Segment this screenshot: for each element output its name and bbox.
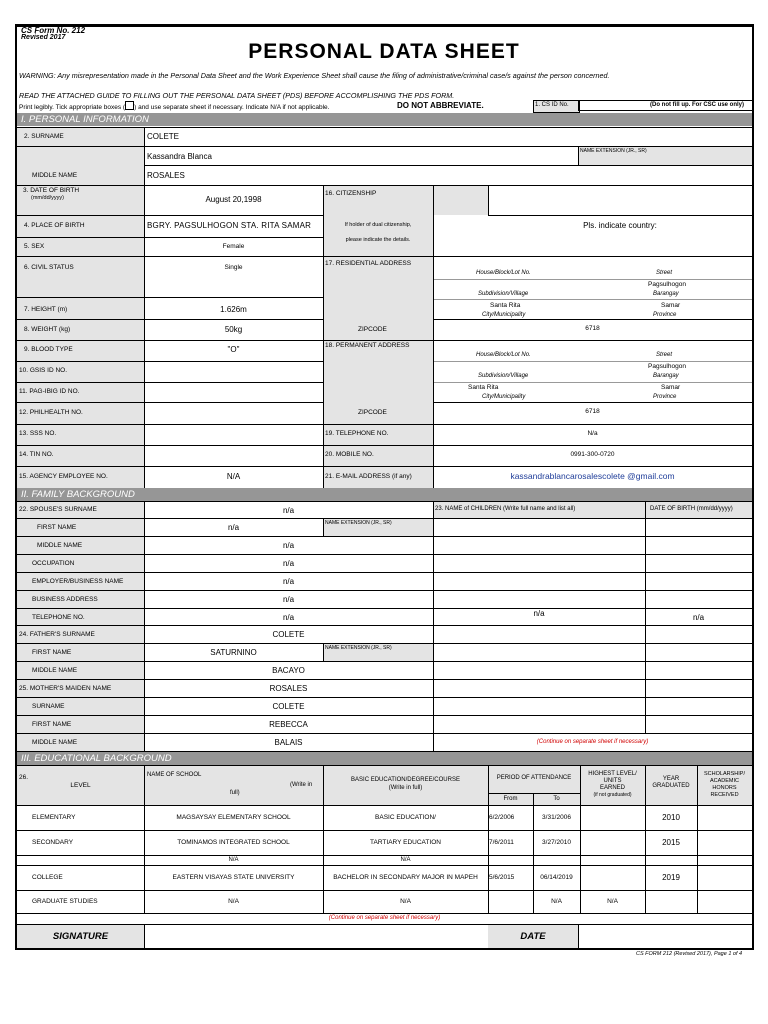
date-field[interactable]: [579, 925, 751, 948]
email-label: 21. E-MAIL ADDRESS (if any): [325, 473, 412, 480]
print-instructions: Print legibly. Tick appropriate boxes ( ) and use separate sheet if necessary. Indicate N/A if not applicable.: [19, 101, 329, 111]
edu-year[interactable]: 2019: [662, 873, 680, 882]
telephone-label: 19. TELEPHONE NO.: [325, 430, 389, 437]
surname-field[interactable]: COLETE: [147, 132, 180, 141]
edu-school[interactable]: N/A: [228, 857, 239, 863]
edu-school[interactable]: TOMINAMOS INTEGRATED SCHOOL: [177, 839, 290, 846]
section-personal-information: I. PERSONAL INFORMATION: [17, 113, 752, 126]
philhealth-label: 12. PHILHEALTH NO.: [19, 409, 83, 416]
child-dob-label: DATE OF BIRTH (mm/dd/yyyy): [650, 506, 733, 512]
mother-surname-field[interactable]: COLETE: [272, 702, 305, 711]
place-of-birth-label: 4. PLACE OF BIRTH: [24, 222, 85, 229]
father-surname-field[interactable]: COLETE: [272, 630, 305, 639]
sex-field[interactable]: Female: [222, 243, 245, 250]
perm-zip-field[interactable]: 6718: [585, 408, 600, 415]
dual-citizenship-note-b: please indicate the details.: [345, 237, 411, 243]
perm-province-field[interactable]: Samar: [661, 384, 681, 391]
perm-street-label: Street: [656, 352, 673, 358]
edu-level: ELEMENTARY: [32, 814, 76, 821]
edu-level: COLLEGE: [32, 874, 63, 881]
place-of-birth-field[interactable]: BGRY. PAGSULHOGON STA. RITA SAMAR: [147, 221, 312, 230]
edu-units[interactable]: N/A: [607, 898, 618, 905]
agency-employee-label: 15. AGENCY EMPLOYEE NO.: [19, 473, 108, 480]
perm-barangay-field[interactable]: Pagsulhogon: [648, 363, 686, 370]
perm-zip-label: ZIPCODE: [358, 409, 387, 416]
country-label: Pls. indicate country:: [583, 221, 657, 230]
father-middle-label: MIDDLE NAME: [32, 667, 78, 674]
dob-format: (mm/dd/yyyy): [31, 195, 64, 201]
dob-label: 3. DATE OF BIRTH: [23, 187, 80, 194]
edu-school[interactable]: MAGSAYSAY ELEMENTARY SCHOOL: [176, 814, 291, 821]
edu-to[interactable]: N/A: [551, 898, 562, 905]
name-extension-label: NAME EXTENSION (JR., SR): [580, 148, 647, 154]
year-graduated-header: YEAR GRADUATED: [652, 776, 690, 789]
res-barangay-field[interactable]: Pagsulhogon: [648, 281, 686, 288]
school-header: NAME OF SCHOOL: [147, 772, 202, 778]
edu-course[interactable]: BACHELOR IN SECONDARY MAJOR IN MAPEH: [333, 874, 478, 881]
section-family-background: II. FAMILY BACKGROUND: [17, 488, 752, 501]
employer-label: EMPLOYER/BUSINESS NAME: [32, 578, 124, 585]
child-dob-field[interactable]: n/a: [692, 613, 705, 622]
agency-employee-field[interactable]: N/A: [226, 472, 241, 481]
warning-text: WARNING: Any misrepresentation made in the Personal Data Sheet and the Work Experience Sheet shall cause the filing of administrative/criminal case/s against the person concerned.: [19, 71, 610, 80]
weight-label: 8. WEIGHT (kg): [24, 326, 71, 333]
form-reference: CS FORM 212 (Revised 2017), Page 1 of 4: [636, 951, 743, 957]
spouse-telephone-label: TELEPHONE NO.: [32, 614, 85, 621]
residential-address-label: 17. RESIDENTIAL ADDRESS: [325, 260, 412, 267]
edu-level: SECONDARY: [32, 839, 74, 846]
mother-maiden-label: 25. MOTHER'S MAIDEN NAME: [19, 685, 112, 692]
spouse-middle-label: MIDDLE NAME: [37, 542, 83, 549]
res-house-label: House/Block/Lot No.: [476, 270, 531, 276]
edu-year[interactable]: 2015: [662, 838, 680, 847]
from-header: From: [503, 796, 518, 802]
mother-middle-label: MIDDLE NAME: [32, 739, 78, 746]
res-street-label: Street: [656, 270, 673, 276]
perm-barangay-label: Barangay: [653, 373, 679, 379]
father-first-label: FIRST NAME: [32, 649, 72, 656]
occupation-label: OCCUPATION: [32, 560, 75, 567]
father-name-ext-label: NAME EXTENSION (JR., SR): [325, 645, 392, 651]
mother-surname-label: SURNAME: [32, 703, 65, 710]
form-revised: Revised 2017: [21, 34, 66, 41]
education-number: 26.: [19, 774, 29, 781]
edu-year[interactable]: 2010: [662, 813, 680, 822]
spouse-surname-field[interactable]: n/a: [282, 506, 295, 515]
perm-province-label: Province: [653, 394, 677, 400]
family-continue-note: (Continue on separate sheet if necessary): [536, 739, 649, 745]
height-label: 7. HEIGHT (m): [24, 306, 68, 313]
edu-to[interactable]: 3/27/2010: [542, 839, 571, 846]
spouse-telephone-field[interactable]: n/a: [282, 613, 295, 622]
tin-label: 14. TIN NO.: [19, 451, 54, 458]
level-header: LEVEL: [70, 782, 91, 789]
edu-level: GRADUATE STUDIES: [32, 898, 98, 905]
telephone-field[interactable]: N/a: [587, 430, 598, 437]
first-name-field[interactable]: Kassandra Blanca: [147, 152, 212, 161]
signature-label: SIGNATURE: [52, 931, 109, 942]
edu-school[interactable]: N/A: [228, 898, 239, 905]
permanent-address-label: 18. PERMANENT ADDRESS: [325, 342, 410, 349]
mother-first-label: FIRST NAME: [32, 721, 72, 728]
spouse-surname-label: 22. SPOUSE'S SURNAME: [19, 506, 97, 513]
dual-citizenship-note-a: If holder of dual citizenship,: [344, 222, 412, 228]
edu-to[interactable]: 06/14/2019: [540, 874, 573, 881]
blood-type-label: 9. BLOOD TYPE: [24, 346, 73, 353]
dob-field[interactable]: August 20,1998: [205, 195, 262, 204]
spouse-first-label: FIRST NAME: [37, 524, 77, 531]
tick-box-icon: [125, 101, 134, 110]
child-name-field[interactable]: n/a: [533, 609, 545, 618]
edu-school[interactable]: EASTERN VISAYAS STATE UNIVERSITY: [172, 874, 295, 881]
father-surname-label: 24. FATHER'S SURNAME: [19, 631, 95, 638]
res-barangay-label: Barangay: [653, 291, 679, 297]
spouse-first-field[interactable]: n/a: [227, 523, 240, 532]
pagibig-label: 11. PAG-IBIG ID NO.: [19, 388, 80, 395]
section-educational-background: III. EDUCATIONAL BACKGROUND: [17, 752, 752, 765]
perm-city-label: City/Municipality: [482, 394, 526, 400]
blood-type-field[interactable]: "O": [227, 345, 240, 354]
res-province-label: Province: [653, 312, 677, 318]
course-header-note: (Write in full): [388, 785, 423, 791]
edu-course[interactable]: N/A: [400, 898, 411, 905]
spouse-name-ext-label: NAME EXTENSION (JR., SR): [325, 520, 392, 526]
children-label: 23. NAME of CHILDREN (Write full name and list all): [435, 506, 576, 512]
tin-field[interactable]: [144, 445, 323, 466]
pagibig-field[interactable]: [144, 382, 323, 402]
civil-status-field[interactable]: Single: [224, 264, 243, 271]
mobile-field[interactable]: 0991-300-0720: [570, 451, 615, 458]
units-header: HIGHEST LEVEL/ UNITS EARNED (if not graduated): [588, 771, 637, 798]
height-field[interactable]: 1.626m: [220, 305, 247, 314]
middle-name-field[interactable]: ROSALES: [147, 171, 185, 180]
civil-status-label: 6. CIVIL STATUS: [24, 264, 74, 271]
edu-course[interactable]: N/A: [400, 857, 411, 863]
sex-label: 5. SEX: [24, 243, 45, 250]
edu-to[interactable]: 3/31/2006: [542, 814, 571, 821]
school-header-full: full): [230, 790, 240, 796]
gsis-field[interactable]: [144, 361, 323, 382]
perm-house-label: House/Block/Lot No.: [476, 352, 531, 358]
father-middle-field[interactable]: BACAYO: [272, 666, 305, 675]
course-header: BASIC EDUCATION/DEGREE/COURSE: [351, 777, 460, 783]
edu-from[interactable]: 7/6/2011: [489, 839, 514, 846]
occupation-field[interactable]: n/a: [282, 559, 295, 568]
mother-first-field[interactable]: REBECCA: [269, 720, 308, 729]
res-zip-field[interactable]: 6718: [585, 325, 600, 332]
period-header: PERIOD OF ATTENDANCE: [496, 775, 572, 781]
citizenship-label: 16. CITIZENSHIP: [325, 190, 377, 197]
sss-label: 13. SSS NO.: [19, 430, 57, 437]
do-not-abbreviate: DO NOT ABBREVIATE.: [397, 101, 484, 110]
res-province-field[interactable]: Samar: [661, 302, 681, 309]
business-address-field[interactable]: n/a: [282, 595, 295, 604]
cs-id-label: 1. CS ID No.: [535, 102, 569, 108]
perm-subdivision-label: Subdivision/Village: [478, 373, 529, 379]
edu-from[interactable]: 5/6/2015: [489, 874, 515, 881]
date-label: DATE: [520, 931, 546, 942]
employer-field[interactable]: n/a: [282, 577, 295, 586]
edu-course[interactable]: TARTIARY EDUCATION: [370, 839, 441, 846]
edu-course[interactable]: BASIC EDUCATION/: [375, 814, 436, 821]
business-address-label: BUSINESS ADDRESS: [32, 596, 98, 603]
mother-maiden-field[interactable]: ROSALES: [269, 684, 308, 693]
email-field[interactable]: kassandrablancarosalescolete @gmail.com: [510, 471, 675, 481]
res-city-field[interactable]: Santa Rita: [490, 302, 521, 309]
perm-city-field[interactable]: Santa Rita: [468, 384, 499, 391]
mother-middle-field[interactable]: BALAIS: [274, 738, 303, 747]
page-title: PERSONAL DATA SHEET: [248, 40, 520, 63]
father-first-field[interactable]: SATURNINO: [210, 648, 257, 657]
res-city-label: City/Municipality: [482, 312, 526, 318]
surname-label: 2. SURNAME: [24, 133, 64, 140]
res-zip-label: ZIPCODE: [358, 326, 387, 333]
signature-field[interactable]: [145, 925, 487, 948]
weight-field[interactable]: 50kg: [224, 325, 243, 334]
to-header: To: [553, 796, 560, 802]
philhealth-field[interactable]: [144, 402, 323, 424]
edu-from[interactable]: 6/2/2006: [489, 814, 515, 821]
school-header-write: (Write in: [290, 782, 313, 788]
res-subdivision-label: Subdivision/Village: [478, 291, 529, 297]
mobile-label: 20. MOBILE NO.: [325, 451, 374, 458]
sss-field[interactable]: [144, 424, 323, 445]
education-continue-note: (Continue on separate sheet if necessary): [328, 915, 441, 921]
csc-use-note: (Do not fill up. For CSC use only): [650, 102, 744, 108]
spouse-middle-field[interactable]: n/a: [282, 541, 295, 550]
read-guide-text: READ THE ATTACHED GUIDE TO FILLING OUT THE PERSONAL DATA SHEET (PDS) BEFORE ACCOMPLISHING THE PDS FORM.: [19, 91, 455, 100]
middle-name-label: MIDDLE NAME: [32, 172, 78, 179]
form-number: CS Form No. 212: [21, 26, 86, 35]
gsis-label: 10. GSIS ID NO.: [19, 367, 68, 374]
scholarship-header: SCHOLARSHIP/ ACADEMIC HONORS RECEIVED: [704, 771, 745, 798]
